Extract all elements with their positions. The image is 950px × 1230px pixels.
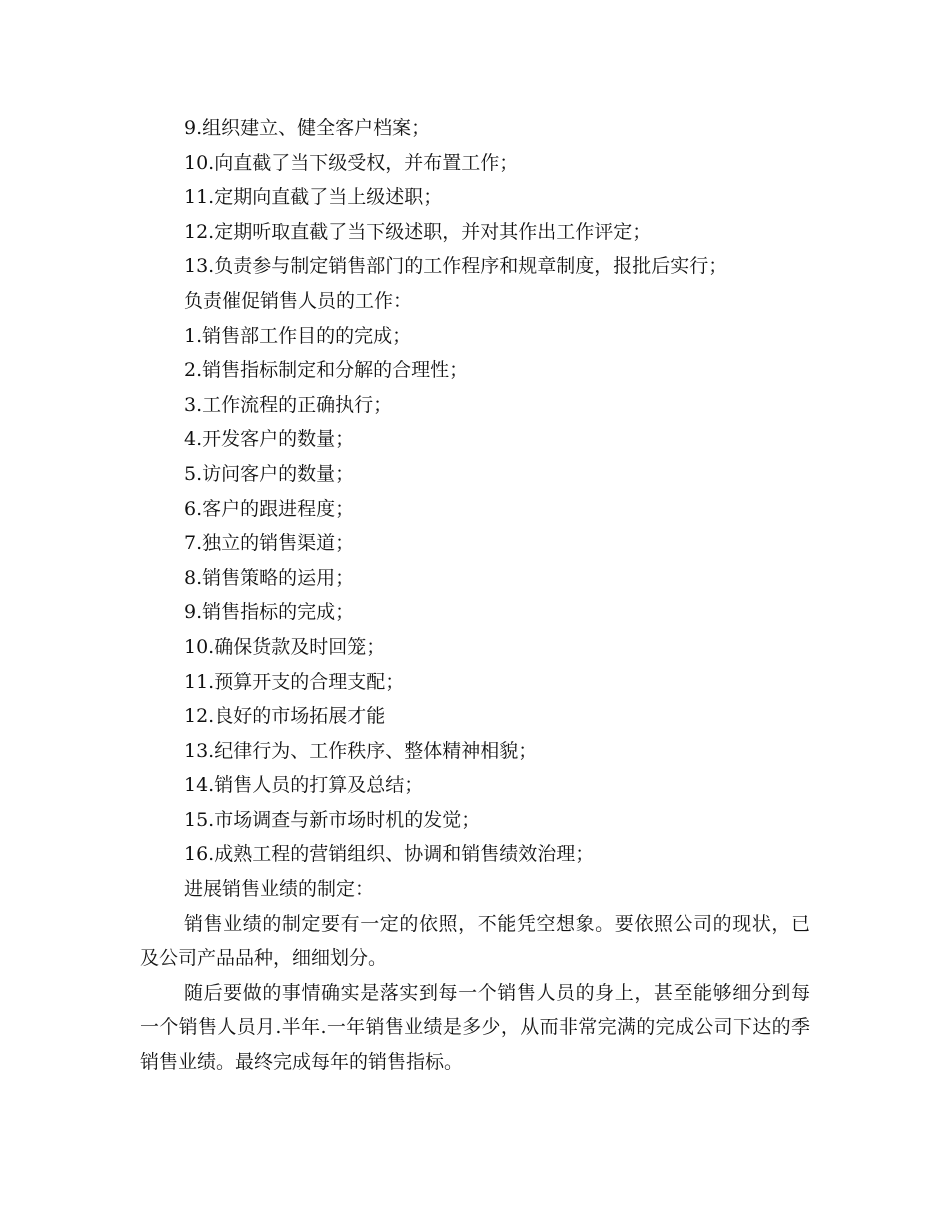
list-item: 13.负责参与制定销售部门的工作程序和规章制度，报批后实行； <box>184 255 728 278</box>
list-item: 13.纪律行为、工作秩序、整体精神相貌； <box>184 739 538 762</box>
list-item: 11.定期向直截了当上级述职； <box>184 186 443 209</box>
list-item: 7.独立的销售渠道； <box>184 532 355 555</box>
list-item: 12.定期听取直截了当下级述职，并对其作出工作评定； <box>184 220 652 243</box>
list-item: 2.销售指标制定和分解的合理性； <box>184 359 469 382</box>
document-page <box>140 111 810 1080</box>
body-paragraph: 随后要做的事情确实是落实到每一个销售人员的身上，甚至能够细分到每一个销售人员月.半年.一年销售业绩是多少，从而非常完满的完成公司下达的季销售业绩。最终完成每年的销售指标。 <box>140 981 810 1074</box>
list-item: 11.预算开支的合理支配； <box>184 670 405 693</box>
list-item: 10.确保货款及时回笼； <box>184 635 386 658</box>
list-item: 9.组织建立、健全客户档案； <box>184 117 431 139</box>
list-item: 4.开发客户的数量； <box>184 428 355 451</box>
list-item: 16.成熟工程的营销组织、协调和销售绩效治理； <box>184 843 595 866</box>
list-item: 8.销售策略的运用； <box>184 566 355 589</box>
list-item: 12.良好的市场拓展才能 <box>184 705 386 728</box>
list-item: 15.市场调查与新市场时机的发觉； <box>184 808 481 831</box>
list-item: 5.访问客户的数量； <box>184 462 355 485</box>
section-heading: 负责催促销售人员的工作： <box>184 289 413 312</box>
list-item: 14.销售人员的打算及总结； <box>184 774 424 797</box>
list-item: 3.工作流程的正确执行； <box>184 393 393 416</box>
section-heading: 进展销售业绩的制定： <box>184 878 375 901</box>
body-paragraph: 销售业绩的制定要有一定的依照，不能凭空想象。要依照公司的现状，已及公司产品品种，细细划分。 <box>140 912 810 970</box>
list-item: 1.销售部工作目的的完成； <box>184 324 412 347</box>
list-item: 6.客户的跟进程度； <box>184 497 355 520</box>
list-item: 10.向直截了当下级受权，并布置工作； <box>184 151 519 174</box>
list-item: 9.销售指标的完成； <box>184 601 355 624</box>
